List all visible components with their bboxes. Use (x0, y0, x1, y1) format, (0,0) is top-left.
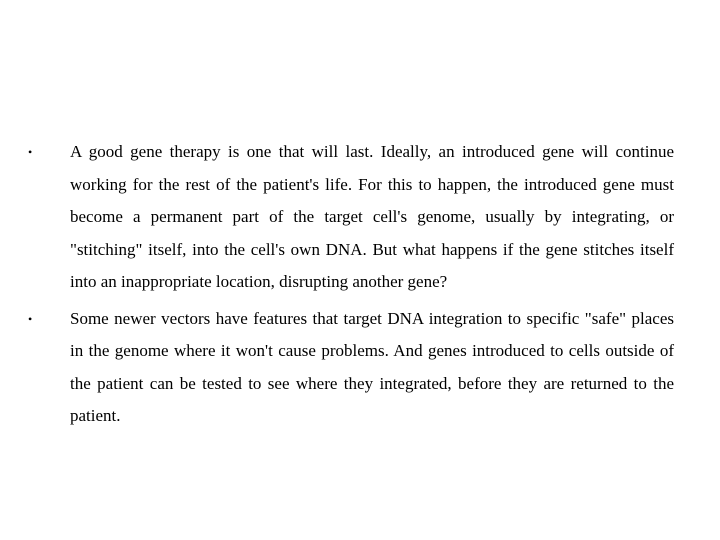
bullet-text: Some newer vectors have features that target DNA integration to specific "safe" places in the genome where it won't cause problems. And genes introduced to cells outside of the patient can be tested to see where they integrated, before they are returned to the patient. (70, 308, 674, 425)
bullet-item-newer-vectors (28, 303, 674, 433)
bullet-text: A good gene therapy is one that will last. Ideally, an introduced gene will continue working for the rest of the patient's life. For this to happen, the introduced gene must become a permanent part of the target cell's genome, usually by integrating, or "stitching" itself, into the cell's own DNA. But what happens if the gene stitches itself into an inappropriate location, disrupting another gene? (70, 142, 674, 291)
bullet-item-gene-therapy (28, 136, 674, 299)
bullet-marker: • (28, 145, 33, 159)
bullet-list (28, 136, 674, 433)
bullet-marker: • (28, 311, 33, 326)
